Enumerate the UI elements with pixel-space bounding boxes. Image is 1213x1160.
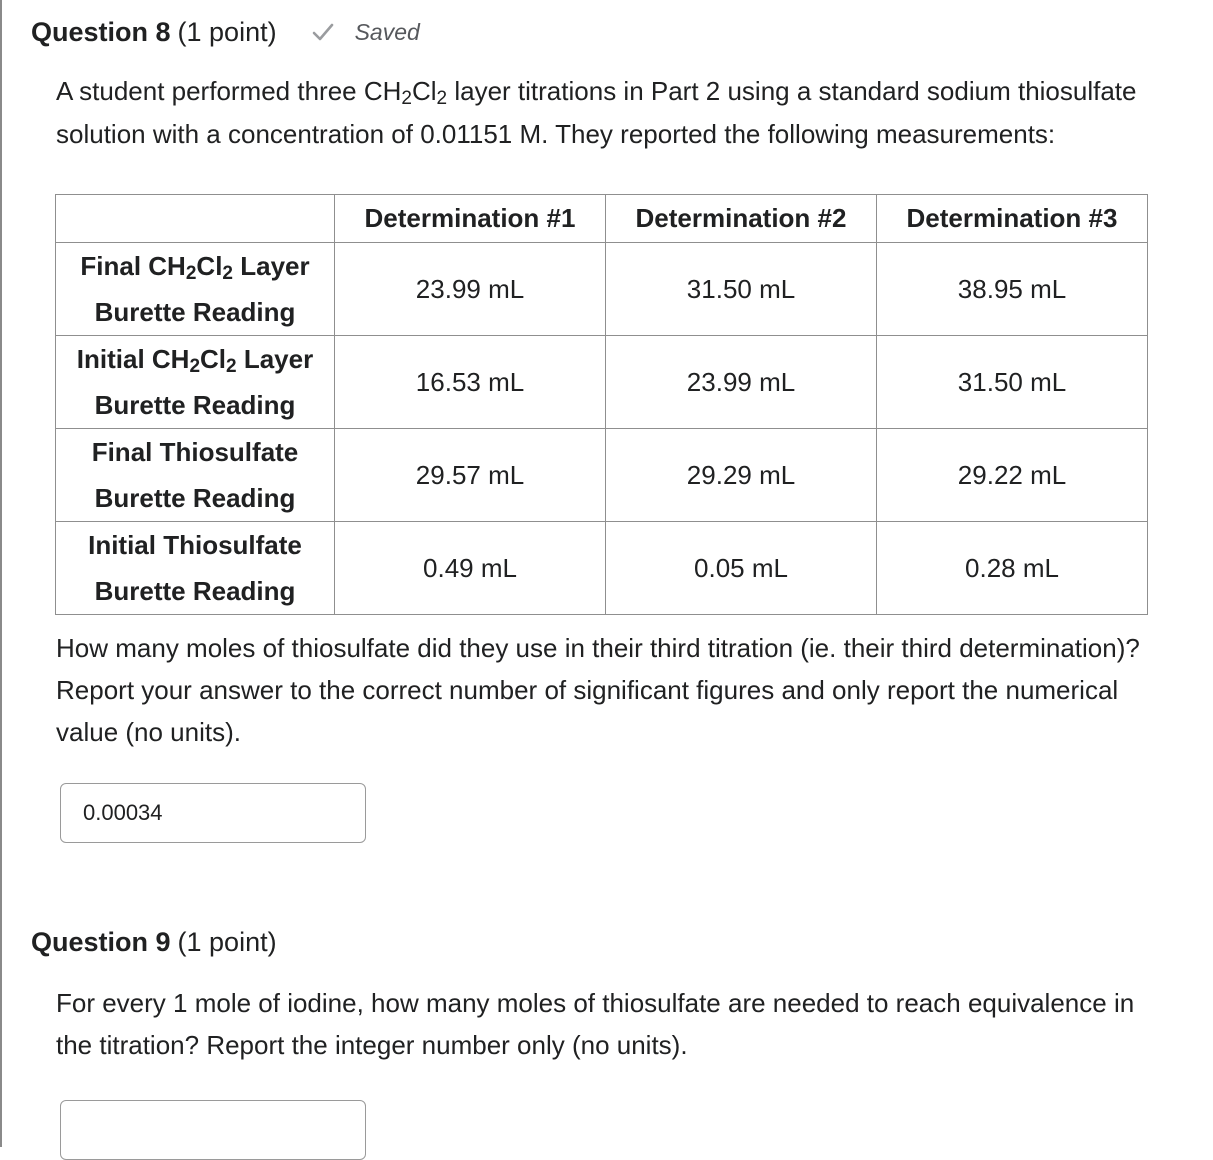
measurements-table <box>55 194 1148 615</box>
table-cell: 29.29 mL <box>606 429 877 522</box>
question-9-points: (1 point) <box>177 926 277 957</box>
question-9-answer-input[interactable] <box>60 1100 366 1160</box>
question-8-answer-input[interactable] <box>60 783 366 843</box>
table-cell: 0.28 mL <box>877 522 1148 615</box>
table-cell: 16.53 mL <box>335 336 606 429</box>
table-row <box>56 243 1148 336</box>
table-cell: 31.50 mL <box>877 336 1148 429</box>
saved-label: Saved <box>354 18 420 45</box>
check-icon <box>311 20 335 44</box>
table-cell: 29.22 mL <box>877 429 1148 522</box>
question-8-header <box>31 12 1173 52</box>
row-label-initial-thiosulfate: Initial Thiosulfate Burette Reading <box>56 522 335 615</box>
row-label-final-ch2cl2: Final $CH_2Cl_2$ Layer Burette Reading <box>56 243 335 336</box>
question-8-intro: A student performed three $CH_2Cl_2$ layer titrations in Part 2 using a standard sodium thiosulfate solution with a concentration of 0.01151 M. They reported the following measurements: <box>56 76 1137 149</box>
table-cell: 0.05 mL <box>606 522 877 615</box>
table-row <box>56 336 1148 429</box>
table-cell: 23.99 mL <box>606 336 877 429</box>
table-header-determination-3: Determination #3 <box>877 195 1148 243</box>
saved-status <box>311 19 420 46</box>
table-row <box>56 522 1148 615</box>
row-label-initial-ch2cl2: Initial $CH_2Cl_2$ Layer Burette Reading <box>56 336 335 429</box>
table-cell: 0.49 mL <box>335 522 606 615</box>
table-cell: 31.50 mL <box>606 243 877 336</box>
table-header-empty <box>56 195 335 243</box>
question-9-title: Question 9 <box>31 926 171 957</box>
table-row <box>56 429 1148 522</box>
question-9-header <box>31 922 1173 962</box>
question-8-points: (1 point) <box>177 16 277 47</box>
table-cell: 38.95 mL <box>877 243 1148 336</box>
table-cell: 29.57 mL <box>335 429 606 522</box>
table-header-row <box>56 195 1148 243</box>
question-9 <box>31 922 1173 1160</box>
question-8 <box>31 12 1173 843</box>
row-label-final-thiosulfate: Final Thiosulfate Burette Reading <box>56 429 335 522</box>
question-8-prompt: How many moles of thiosulfate did they use in their third titration (ie. their third determination)? Report your answer to the correct number of significant figures and only report the numerical value (no units). <box>56 633 1140 747</box>
question-8-title: Question 8 <box>31 16 171 47</box>
table-header-determination-1: Determination #1 <box>335 195 606 243</box>
table-header-determination-2: Determination #2 <box>606 195 877 243</box>
left-border-rule <box>0 0 2 1147</box>
table-cell: 23.99 mL <box>335 243 606 336</box>
question-9-prompt: For every 1 mole of iodine, how many moles of thiosulfate are needed to reach equivalence in the titration? Report the integer number only (no units). <box>56 988 1135 1060</box>
